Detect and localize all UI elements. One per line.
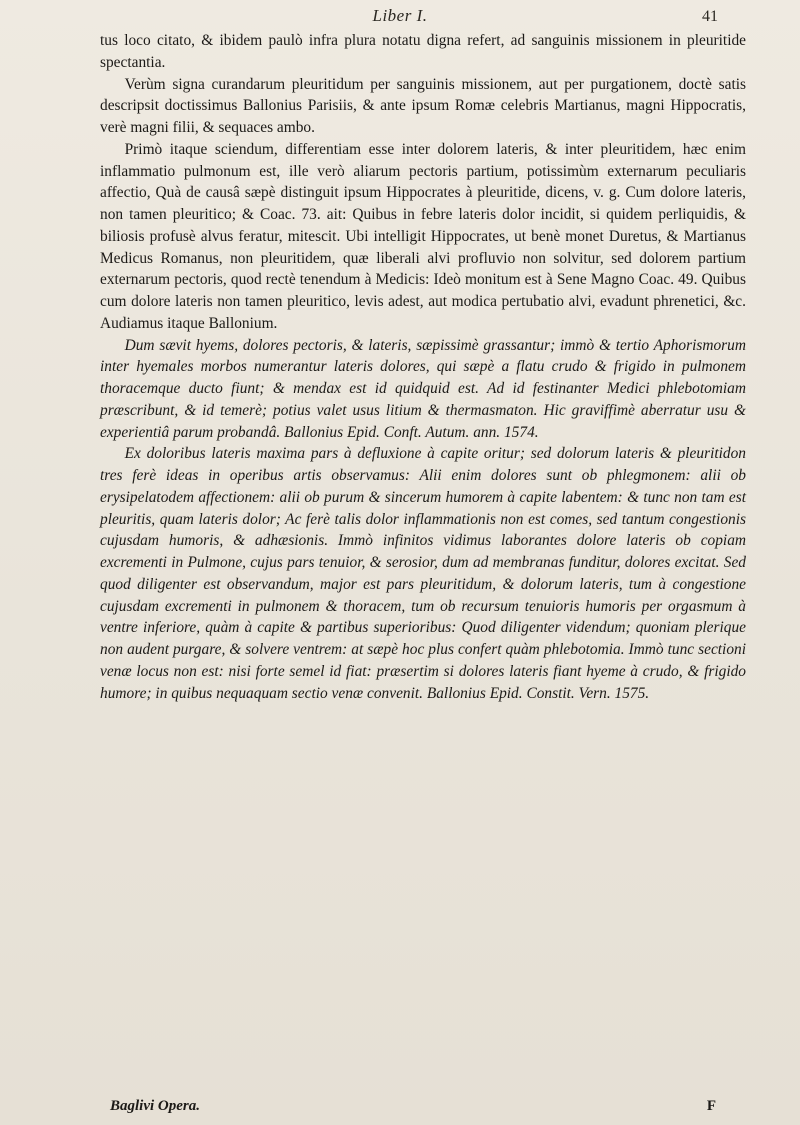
page-number: 41: [702, 8, 718, 25]
paragraph-quote-ballonius-vern: Ex doloribus lateris maxima pars à defluxione à capite oritur; sed dolorum lateris & pleuritidon tres ferè ideas in operibus artis observamus: Alii enim dolores sunt ob phlegmonem: alii ob erysipelatodem affectionem: alii ob purum & sincerum humorem à capite labentem: & tunc non tam est pleuritis, quam lateris dolor; Ac ferè talis dolor inflammationis non est comes, sed tantum congestionis cujusdam humoris, & adhæsionis. Immò infinitos vidimus laborantes dolore lateris ob copiam excrementi in Pulmone, cujus pars tenuior, & serosior, dum ad membranas funditur, dolores excitat. Sed quod diligenter est observandum, major est pars pleuritidum, & dolorum lateris, tum à congestione cujusdam excrementi in pulmonem & thoracem, tum ob recursum tenuioris humoris per orgasmum à ventre inferiore, quàm à capite & partibus superioribus: Quod diligenter videndum; quoniam plerique non audent purgare, & solvere ventrem: at sæpè hoc plus confert quàm phlebotomia. Immò tunc sectioni venæ locus non est: nisi forte semel id fiat: præsertim si dolores lateris fiant hyeme à crudo, & frigido humore; in quibus nequaquam sectio venæ convenit. Ballonius Epid. Constit. Vern. 1575.: [100, 445, 746, 702]
paragraph-continuation: tus loco citato, & ibidem paulò infra plura notatu digna refert, ad sanguinis missionem in pleuritide spectantia.: [100, 32, 746, 71]
body-text: [100, 30, 746, 704]
paragraph-primo: Primò itaque sciendum, differentiam esse inter dolorem lateris, & inter pleuritidem, hæc enim inflammatio pulmonum est, ille verò aliarum pectoris partium, potissimùm externarum peculiaris affectio, Quà de causâ sæpè distinguit ipsum Hippocrates à pleuritide, dicens, v. g. Cum dolore lateris, non tamen pleuritico; & Coac. 73. ait: Quibus in febre lateris dolor incidit, si quidem perliquidis, & biliosis profusè alvus feratur, mitescit. Ubi intelligit Hippocrates, ut benè monet Duretus, & Martianus Medicus Romanus, non pleuritidem, quæ liberali alvi profluvio non solvitur, sed dolorem partium externarum pectoris, quod rectè tenendum à Medicis: Ideò monitum est à Sene Magno Coac. 49. Quibus cum dolore lateris non tamen pleuritico, levis adest, aut modica pertubatio alvi, evadunt phrenetici, &c. Audiamus itaque Ballonium.: [100, 140, 746, 332]
paragraph-quote-ballonius-autumn: Dum sævit hyems, dolores pectoris, & lateris, sæpissimè grassantur; immò & tertio Aphorismorum inter hyemales morbos numerantur lateris dolores, qui sæpè a flatu crudo & frigido in pulmonem thoracemque ducto fiunt; & mendax est id quidquid est. Ad id festinanter Medici phlebotomiam præscribunt, & id temerè; potius valet usus litium & thermasmaton. Hic graviffimè aberratur usu & experientiâ parum probandâ. Ballonius Epid. Conft. Autum. ann. 1574.: [100, 336, 746, 441]
footer-title: Baglivi Opera.: [110, 1098, 200, 1114]
running-head: Liber I.: [372, 6, 428, 25]
paragraph-signa: Verùm signa curandarum pleuritidum per sanguinis missionem, aut per purgationem, doctè satis descripsit doctissimus Ballonius Parisiis, & ante ipsum Romæ celebris Martianus, magni Hippocratis, verè magni filii, & sequaces ambo.: [100, 75, 746, 136]
page-header: [0, 2, 800, 28]
page-footer: [100, 1098, 746, 1120]
signature-mark: F: [706, 1098, 716, 1114]
